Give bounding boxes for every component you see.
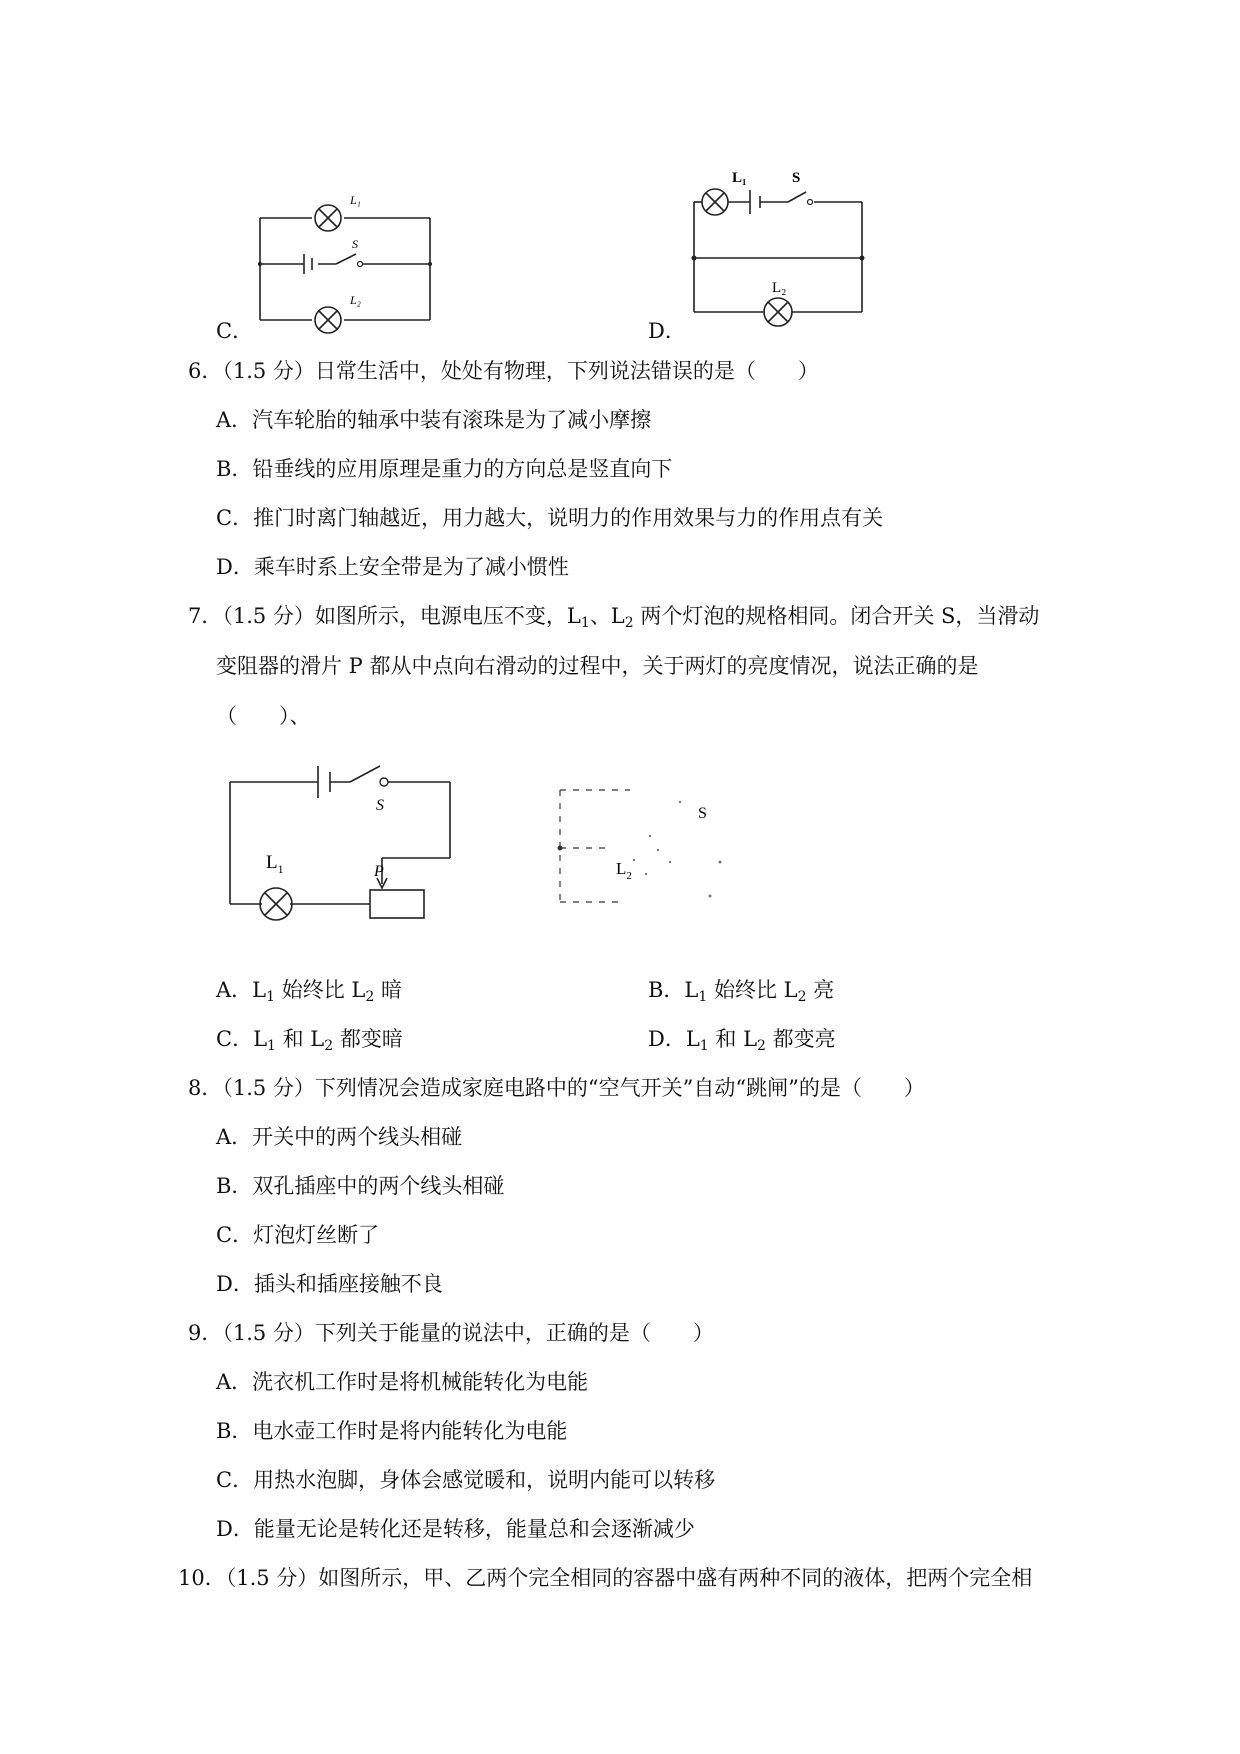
- diag-d-s-label: S: [792, 170, 801, 186]
- q5-option-c-label: C．: [216, 319, 254, 343]
- q7-circuit-figure-1: [220, 760, 460, 930]
- q8-option-d: D．插头和插座接触不良: [216, 1272, 443, 1296]
- diag-c-l2-label: L₂: [350, 293, 361, 307]
- q6-option-c: C．推门时离门轴越近，用力越大，说明力的作用效果与力的作用点有关: [216, 506, 884, 530]
- diag-c-l1-label: L₁: [350, 193, 361, 207]
- q9-option-b: B．电水壶工作时是将内能转化为电能: [216, 1419, 568, 1443]
- q5-option-d-label: D．: [648, 319, 686, 343]
- lamp-l1-icon: [315, 205, 341, 231]
- diag-d-l2-label: L₂: [772, 280, 787, 296]
- q7-stem-line3: （ ）、: [216, 704, 311, 728]
- lamp-l2-icon: [764, 298, 792, 326]
- q6-option-a: A．汽车轮胎的轴承中装有滚珠是为了减小摩擦: [216, 408, 652, 432]
- lamp-l1-icon: [702, 189, 728, 215]
- diag-d-l1-label: L₁: [732, 170, 747, 186]
- q10-stem: 10．（1.5 分）如图所示，甲、乙两个完全相同的容器中盛有两种不同的液体，把两个完全相: [178, 1566, 1033, 1590]
- q7-option-c: C．$L_1$ 和 $L_2$ 都变暗: [216, 1027, 403, 1054]
- q7-circuit-figure-2-faint: [550, 778, 750, 928]
- q7-option-b: B．$L_1$ 始终比 $L_2$ 亮: [648, 978, 835, 1005]
- lamp-l2-icon: [315, 307, 341, 333]
- circuit-diagram-c: [240, 180, 450, 340]
- fig1-p-label: P: [374, 863, 384, 880]
- q7-option-a: A．$L_1$ 始终比 $L_2$ 暗: [216, 978, 402, 1005]
- q8-option-b: B．双孔插座中的两个线头相碰: [216, 1174, 505, 1198]
- q6-stem: 6．（1.5 分）日常生活中，处处有物理，下列说法错误的是（ ）: [188, 359, 819, 383]
- q6-option-b: B．铅垂线的应用原理是重力的方向总是竖直向下: [216, 457, 673, 481]
- fig1-s-label: S: [376, 797, 384, 814]
- q6-option-d: D．乘车时系上安全带是为了减小惯性: [216, 555, 569, 579]
- fig2-l2-label: $L_2$: [616, 859, 632, 882]
- q7-stem-line2: 变阻器的滑片 P 都从中点向右滑动的过程中，关于两灯的亮度情况，说法正确的是: [216, 654, 979, 678]
- q8-stem: 8．（1.5 分）下列情况会造成家庭电路中的“空气开关”自动“跳闸”的是（ ）: [188, 1076, 925, 1100]
- diag-c-s-label: S: [352, 237, 358, 251]
- q8-option-c: C．灯泡灯丝断了: [216, 1223, 380, 1247]
- q9-stem: 9．（1.5 分）下列关于能量的说法中，正确的是（ ）: [188, 1321, 714, 1345]
- q8-option-a: A．开关中的两个线头相碰: [216, 1125, 463, 1149]
- q9-option-a: A．洗衣机工作时是将机械能转化为电能: [216, 1370, 589, 1394]
- circuit-diagram-d: [680, 160, 880, 340]
- q9-option-d: D．能量无论是转化还是转移，能量总和会逐渐减少: [216, 1517, 695, 1541]
- q7-option-d: D．$L_1$ 和 $L_2$ 都变亮: [648, 1027, 836, 1054]
- fig1-l1-label: $L_1$: [266, 852, 284, 876]
- fig2-s-label: S: [698, 805, 707, 822]
- q7-stem-line1: 7．（1.5 分）如图所示，电源电压不变，$L_1$、$L_2$ 两个灯泡的规格相同。闭合开关 S，当滑动: [188, 604, 1040, 631]
- lamp-l1-icon: [260, 888, 292, 920]
- q9-option-c: C．用热水泡脚，身体会感觉暖和，说明内能可以转移: [216, 1468, 716, 1492]
